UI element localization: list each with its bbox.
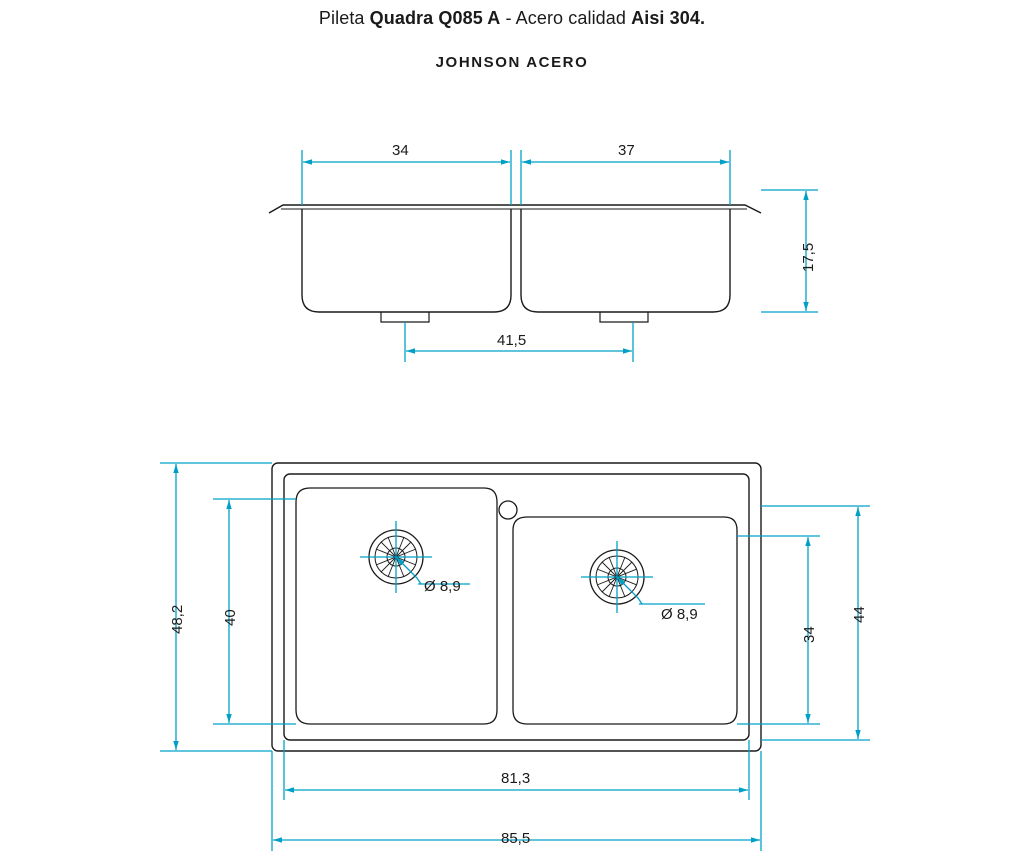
brand-name: JOHNSON ACERO bbox=[435, 54, 589, 71]
drain-right bbox=[581, 541, 705, 613]
dim-label-48-2: 48,2 bbox=[169, 604, 186, 634]
dim-label-diameter-right: Ø 8,9 bbox=[661, 606, 698, 623]
title-material: Aisi 304. bbox=[631, 8, 706, 28]
dim-label-17-5: 17,5 bbox=[800, 242, 817, 272]
front-view-dimensions bbox=[302, 150, 818, 362]
dim-label-34-top: 34 bbox=[392, 142, 409, 159]
dim-label-diameter-left: Ø 8,9 bbox=[424, 578, 461, 595]
dim-label-37: 37 bbox=[618, 142, 635, 159]
title-text-2: - Acero calidad bbox=[500, 8, 632, 28]
dim-label-41-5: 41,5 bbox=[497, 332, 527, 349]
title-text-1: Pileta bbox=[318, 8, 370, 28]
front-elevation-view bbox=[269, 205, 761, 322]
dim-label-34-right: 34 bbox=[801, 626, 818, 643]
dim-label-40: 40 bbox=[222, 609, 239, 626]
dim-label-81-3: 81,3 bbox=[501, 770, 531, 787]
dim-label-44: 44 bbox=[851, 606, 868, 623]
title-model: Quadra Q085 A bbox=[369, 8, 501, 28]
dim-label-85-5: 85,5 bbox=[501, 830, 531, 847]
